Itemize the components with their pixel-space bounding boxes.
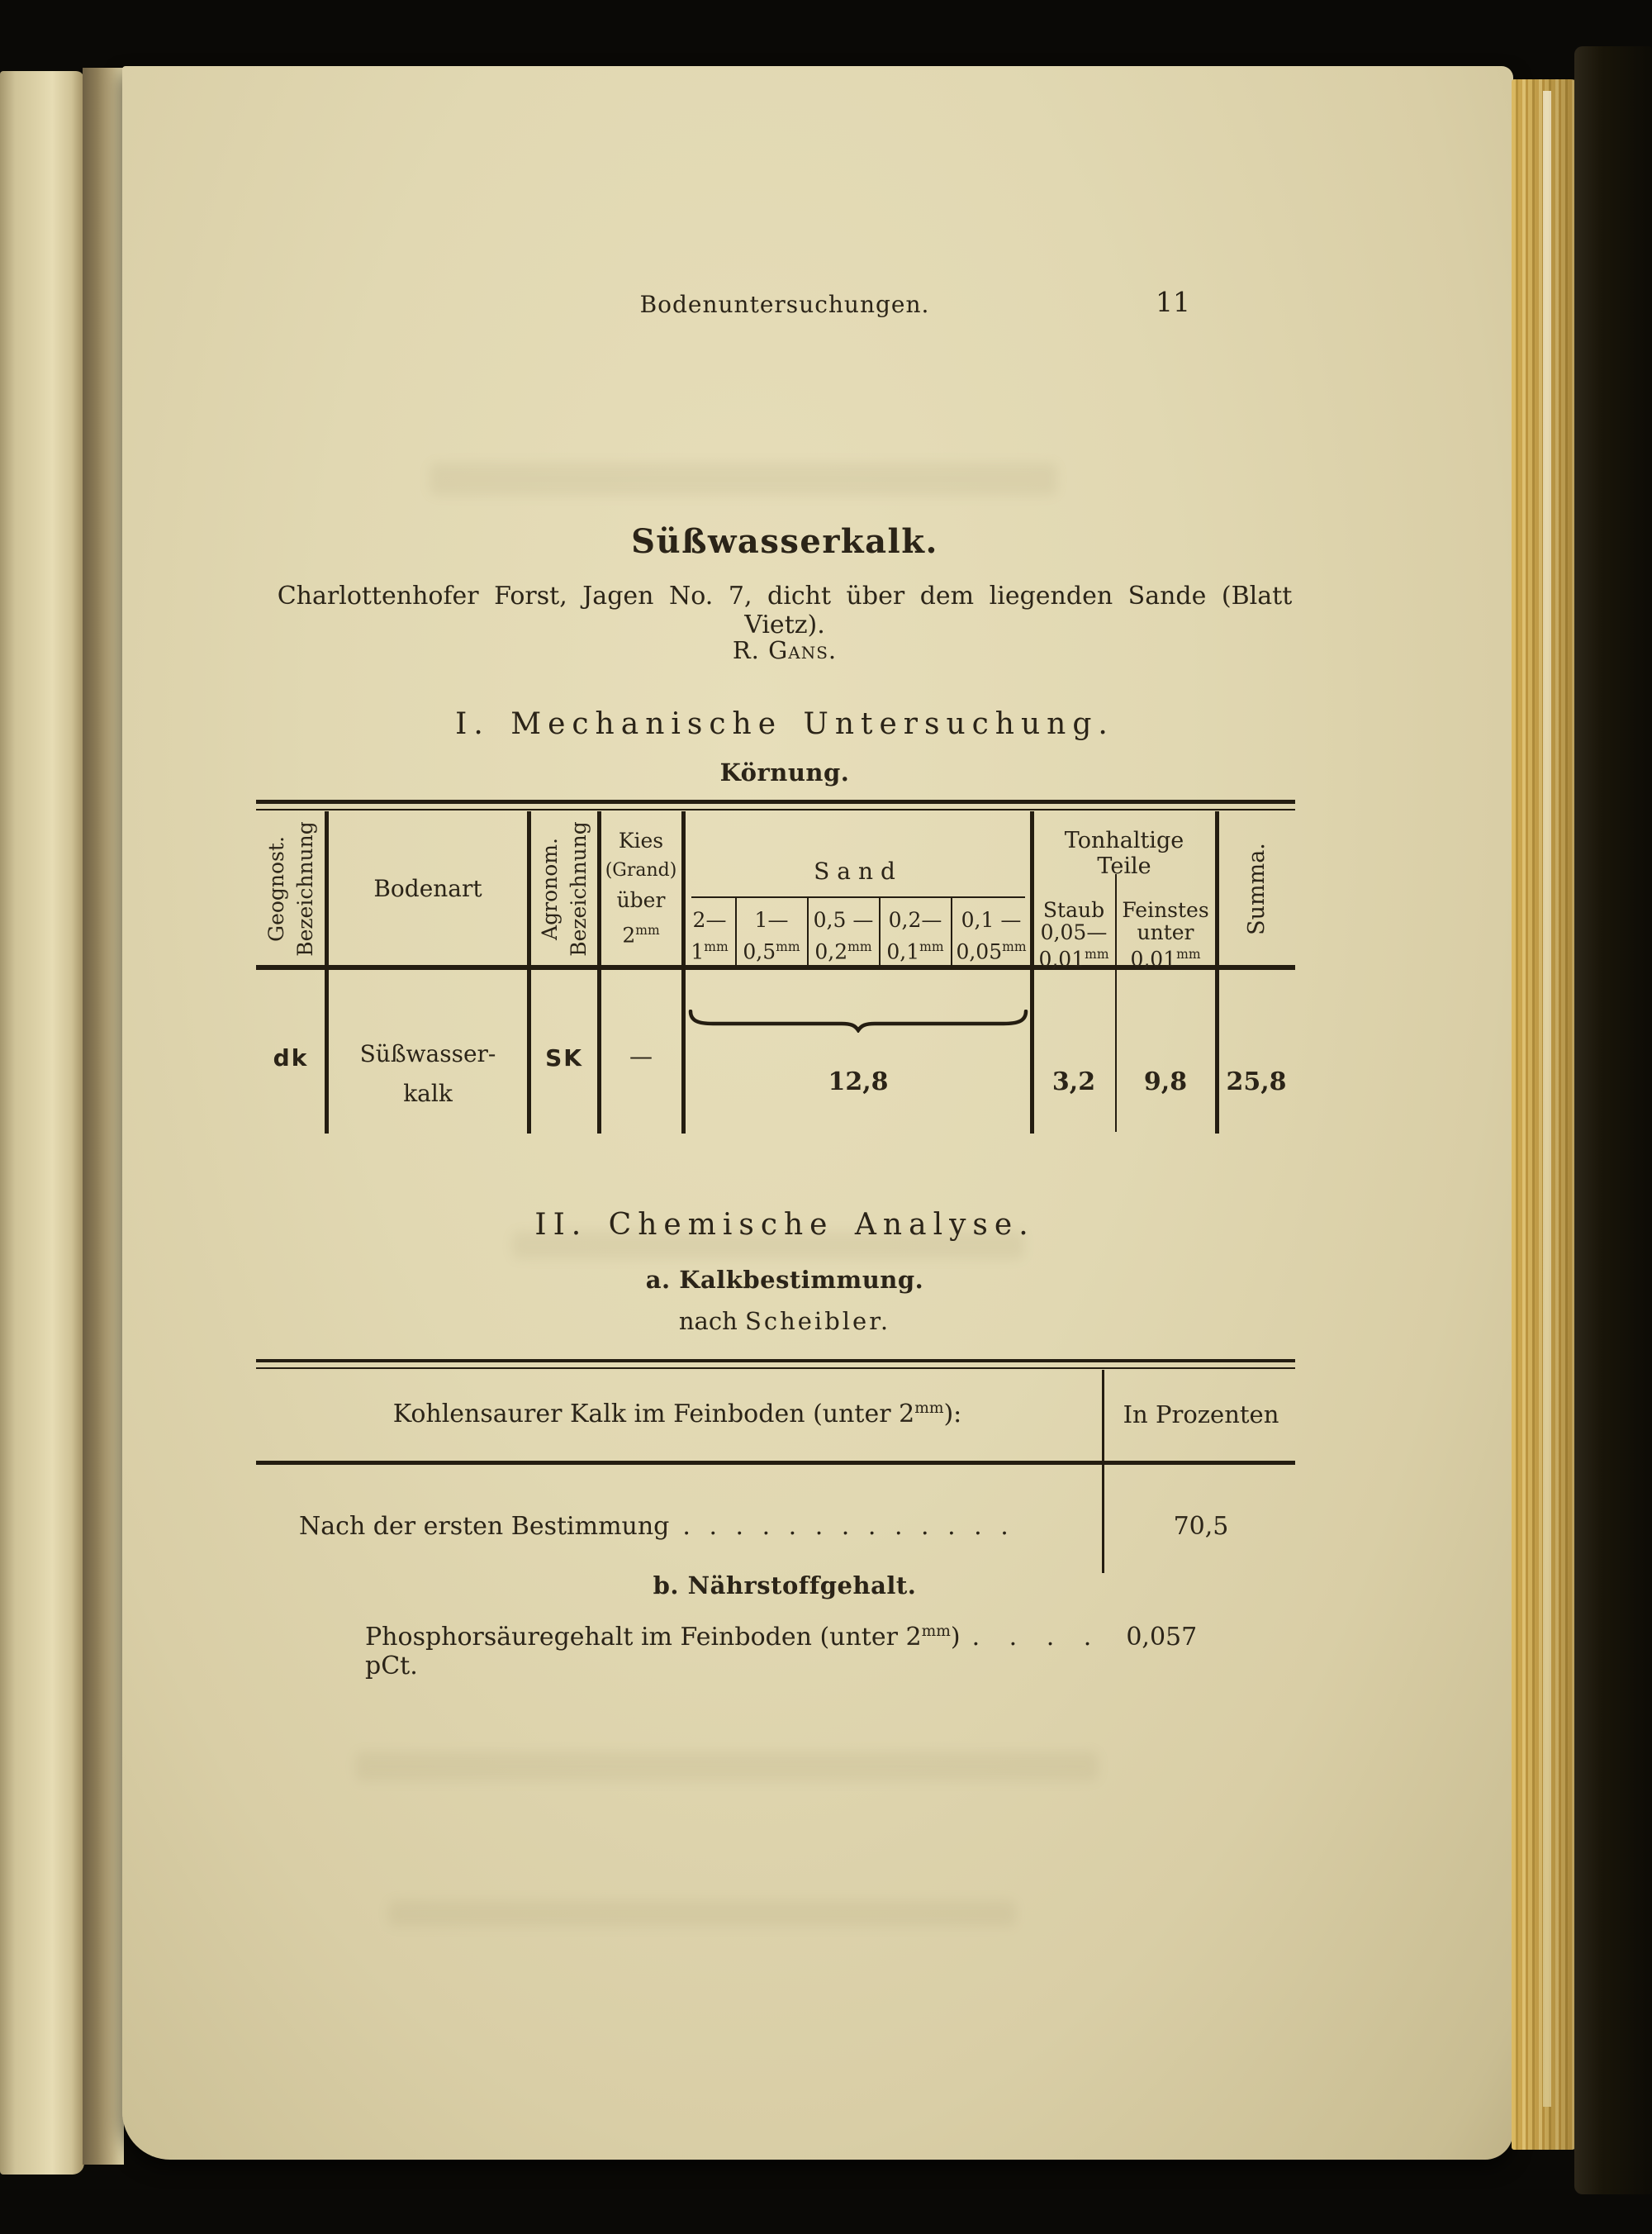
- sand-subcol-header: [685, 907, 734, 965]
- running-head: Bodenuntersuchungen.: [639, 291, 930, 318]
- sand-subcol-bottom: $0,5^{mm}$: [743, 939, 800, 964]
- col-header-agronom-line2: Bezeichnung: [567, 821, 591, 957]
- kies-line4: $2^{mm}$: [622, 923, 660, 948]
- method-name: Scheibler.: [744, 1307, 891, 1335]
- grain-table-top-rule-thin: [256, 809, 1295, 810]
- naehrstoff-dots: . . . .: [971, 1623, 1092, 1652]
- col-header-geognost-line1: Geognost.: [264, 836, 288, 942]
- row-staub-value: 3,2: [1051, 1067, 1096, 1096]
- feinstes-line1: Feinstes: [1122, 898, 1209, 922]
- kalk-row-label-text: Nach der ersten Bestimmung: [299, 1512, 670, 1541]
- sand-subcol-header: [881, 907, 950, 965]
- kalk-table-col-divider: [1102, 1370, 1104, 1573]
- col-header-bodenart: Bodenart: [373, 875, 482, 902]
- sand-subcol-header: [737, 907, 806, 965]
- feinstes-line2: unter: [1137, 920, 1194, 944]
- sand-subcol-top: 0,5 —: [813, 908, 874, 932]
- kalk-header-sup: mm: [914, 1400, 944, 1417]
- page-subtitle: Charlottenhofer Forst, Jagen No. 7, dicht über dem liegenden Sande (Blatt Vietz).: [277, 582, 1293, 639]
- col-header-agronom: [529, 810, 599, 967]
- kalk-table-top-rule-thick: [256, 1359, 1295, 1362]
- row-agronom-value: SK: [545, 1044, 583, 1072]
- col-header-summa: [1222, 810, 1291, 967]
- staub-subcol-header: [1034, 899, 1113, 970]
- page-title: Süßwasserkalk.: [631, 522, 938, 561]
- kalk-table-top-rule-thin: [256, 1367, 1295, 1369]
- naehrstoff-label-post: ): [950, 1623, 961, 1652]
- kalk-header-post: ):: [943, 1400, 962, 1428]
- kies-line2: (Grand): [605, 860, 677, 881]
- kalk-table-mid-rule: [256, 1461, 1295, 1465]
- sand-subcol-top: 2—: [692, 908, 727, 932]
- naehrstoff-line: [365, 1623, 1241, 1680]
- sand-subcol-bottom: $0,05^{mm}$: [956, 939, 1027, 964]
- method-note: [578, 1307, 991, 1335]
- col-header-agronom-line1: Agronom.: [538, 838, 562, 940]
- ton-group-line2: Teile: [1097, 853, 1151, 879]
- naehrstoff-value: 0,057 pCt.: [365, 1623, 1198, 1680]
- kalk-row-label: [299, 1512, 1084, 1541]
- sand-group-header: Sand: [814, 858, 903, 885]
- row-summa-value: 25,8: [1226, 1067, 1287, 1096]
- col-header-geognost-line2: Bezeichnung: [293, 821, 317, 957]
- ton-group-header: [1034, 828, 1214, 879]
- summa-label: Summa.: [1243, 843, 1270, 935]
- sand-subcol-bottom: $1^{mm}$: [691, 939, 729, 964]
- section-1-subheading: Körnung.: [719, 758, 850, 787]
- sand-subcol-top: 1—: [754, 908, 789, 932]
- grain-table-top-rule-thick: [256, 800, 1295, 804]
- naehrstoff-label-sup: mm: [921, 1623, 951, 1640]
- sand-group-underline: [691, 896, 1025, 898]
- method-pre: nach: [678, 1307, 738, 1335]
- col-header-kies: [600, 826, 682, 950]
- kalk-header-left: [281, 1400, 1074, 1428]
- section-2b-subheading: b. Nährstoffgehalt.: [653, 1571, 917, 1599]
- kalk-header-right: In Prozenten: [1123, 1400, 1279, 1428]
- kies-line1: Kies: [618, 829, 664, 853]
- bodenart-line2: kalk: [403, 1080, 453, 1107]
- page-number: 11: [1156, 286, 1190, 318]
- section-2-heading: II. Chemische Analyse.: [534, 1208, 1035, 1242]
- row-kies-value: —: [629, 1043, 653, 1070]
- kalk-header-pre: Kohlensaurer Kalk im Feinboden (unter 2: [392, 1400, 915, 1428]
- row-geognost-value: dk: [273, 1044, 309, 1072]
- kies-unit: mm: [635, 923, 660, 938]
- sand-subcol-bottom: $0,1^{mm}$: [886, 939, 944, 964]
- ton-group-line1: Tonhaltige: [1064, 828, 1184, 853]
- kies-line3: über: [616, 888, 666, 912]
- sand-subcol-bottom: $0,2^{mm}$: [814, 939, 872, 964]
- sand-subcol-top: 0,2—: [888, 908, 942, 932]
- section-2a-subheading: a. Kalkbestimmung.: [645, 1266, 924, 1294]
- sand-subcol-header: [952, 907, 1030, 965]
- row-feinstes-value: 9,8: [1143, 1067, 1188, 1096]
- naehrstoff-label-pre: Phosphorsäuregehalt im Feinboden (unter 2: [365, 1623, 922, 1652]
- col-header-geognost: [256, 810, 325, 967]
- sand-columns-brace: [688, 1010, 1028, 1033]
- staub-line1: Staub: [1042, 898, 1105, 922]
- sand-subcol-header: [809, 907, 878, 965]
- staub-line3: $0,01^{mm}$: [1038, 947, 1109, 972]
- bodenart-line1: Süßwasser-: [359, 1040, 496, 1067]
- section-1-heading: I. Mechanische Untersuchung.: [455, 707, 1114, 741]
- author-name: R. Gans.: [732, 636, 838, 664]
- sand-subcol-top: 0,1 —: [961, 908, 1022, 932]
- row-sand-total: 12,8: [828, 1067, 889, 1096]
- kalk-row-value: 70,5: [1173, 1512, 1229, 1541]
- feinstes-subcol-header: [1117, 899, 1214, 970]
- kalk-row-dots: . . . . . . . . . . . . .: [682, 1512, 1009, 1541]
- feinstes-line3: $0,01^{mm}$: [1130, 947, 1201, 972]
- staub-line2: 0,05—: [1040, 920, 1108, 944]
- row-bodenart-value: [328, 1034, 528, 1114]
